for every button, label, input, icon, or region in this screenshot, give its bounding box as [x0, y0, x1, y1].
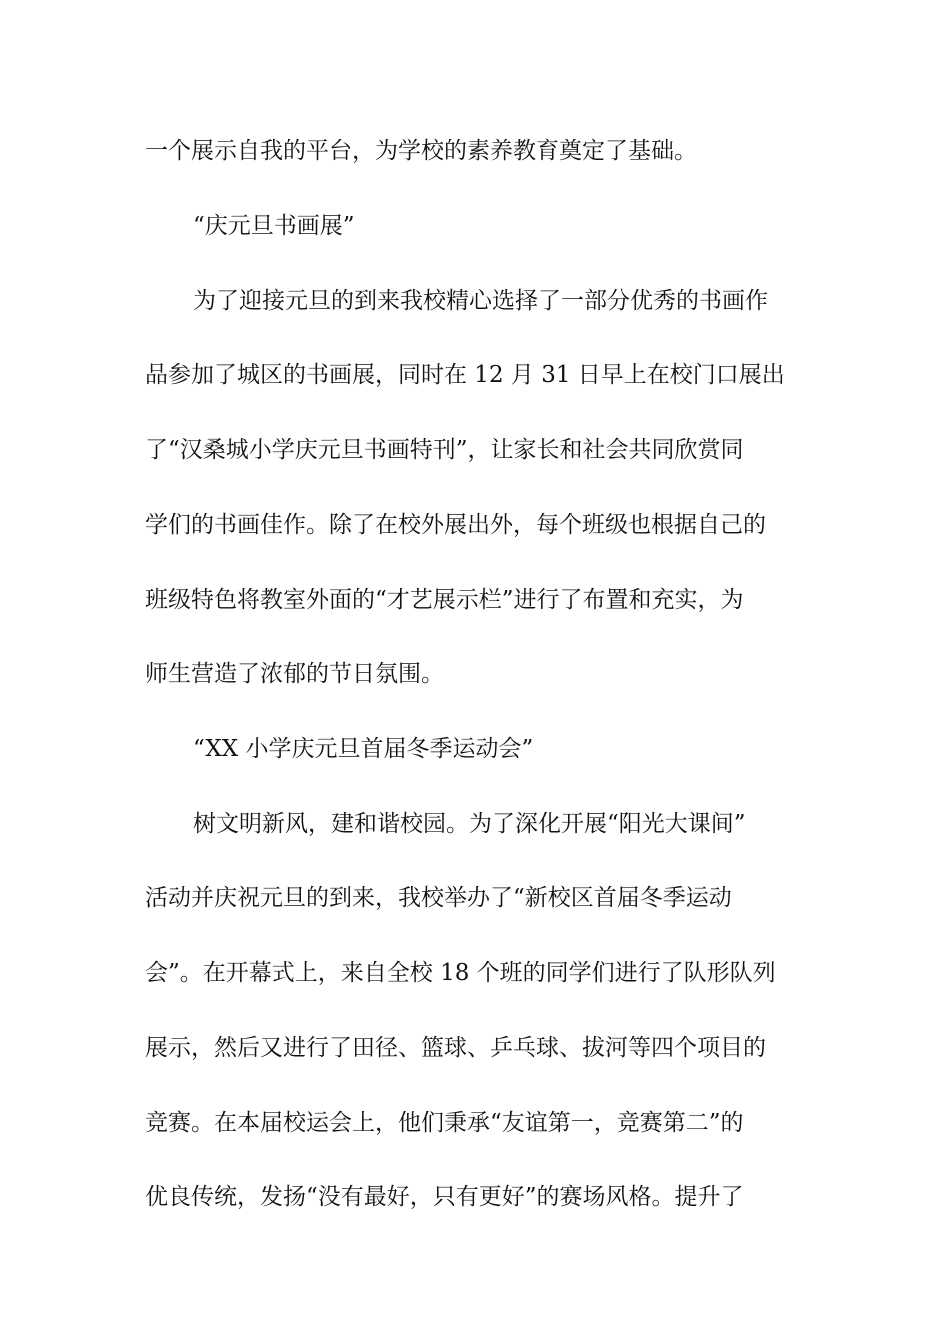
paragraph-line: 会”。在开幕式上，来自全校 18 个班的同学们进行了队形队列 [145, 960, 776, 986]
paragraph-line: 学们的书画佳作。除了在校外展出外，每个班级也根据自己的 [145, 512, 766, 538]
paragraph-line: 竞赛。在本届校运会上，他们秉承“友谊第一，竞赛第二”的 [145, 1110, 744, 1136]
section-heading-winter-sports-meet: “XX 小学庆元旦首届冬季运动会” [193, 736, 534, 762]
paragraph-line: 了“汉桑城小学庆元旦书画特刊”，让家长和社会共同欣赏同 [145, 437, 744, 463]
section-heading-calligraphy-exhibition: “庆元旦书画展” [193, 213, 355, 239]
paragraph-line: 展示，然后又进行了田径、篮球、乒乓球、拔河等四个项目的 [145, 1035, 766, 1061]
paragraph-line: 为了迎接元旦的到来我校精心选择了一部分优秀的书画作 [193, 288, 768, 314]
paragraph-line: 树文明新风，建和谐校园。为了深化开展“阳光大课间” [193, 811, 746, 837]
paragraph-line: 优良传统，发扬“没有最好，只有更好”的赛场风格。提升了 [145, 1184, 744, 1210]
paragraph-line: 活动并庆祝元旦的到来，我校举办了“新校区首届冬季运动 [145, 885, 732, 911]
paragraph-line: 班级特色将教室外面的“才艺展示栏”进行了布置和充实，为 [145, 587, 744, 613]
paragraph-line: 一个展示自我的平台，为学校的素养教育奠定了基础。 [145, 138, 697, 164]
paragraph-line: 师生营造了浓郁的节日氛围。 [145, 661, 444, 687]
paragraph-line: 品参加了城区的书画展，同时在 12 月 31 日早上在校门口展出 [145, 362, 785, 388]
